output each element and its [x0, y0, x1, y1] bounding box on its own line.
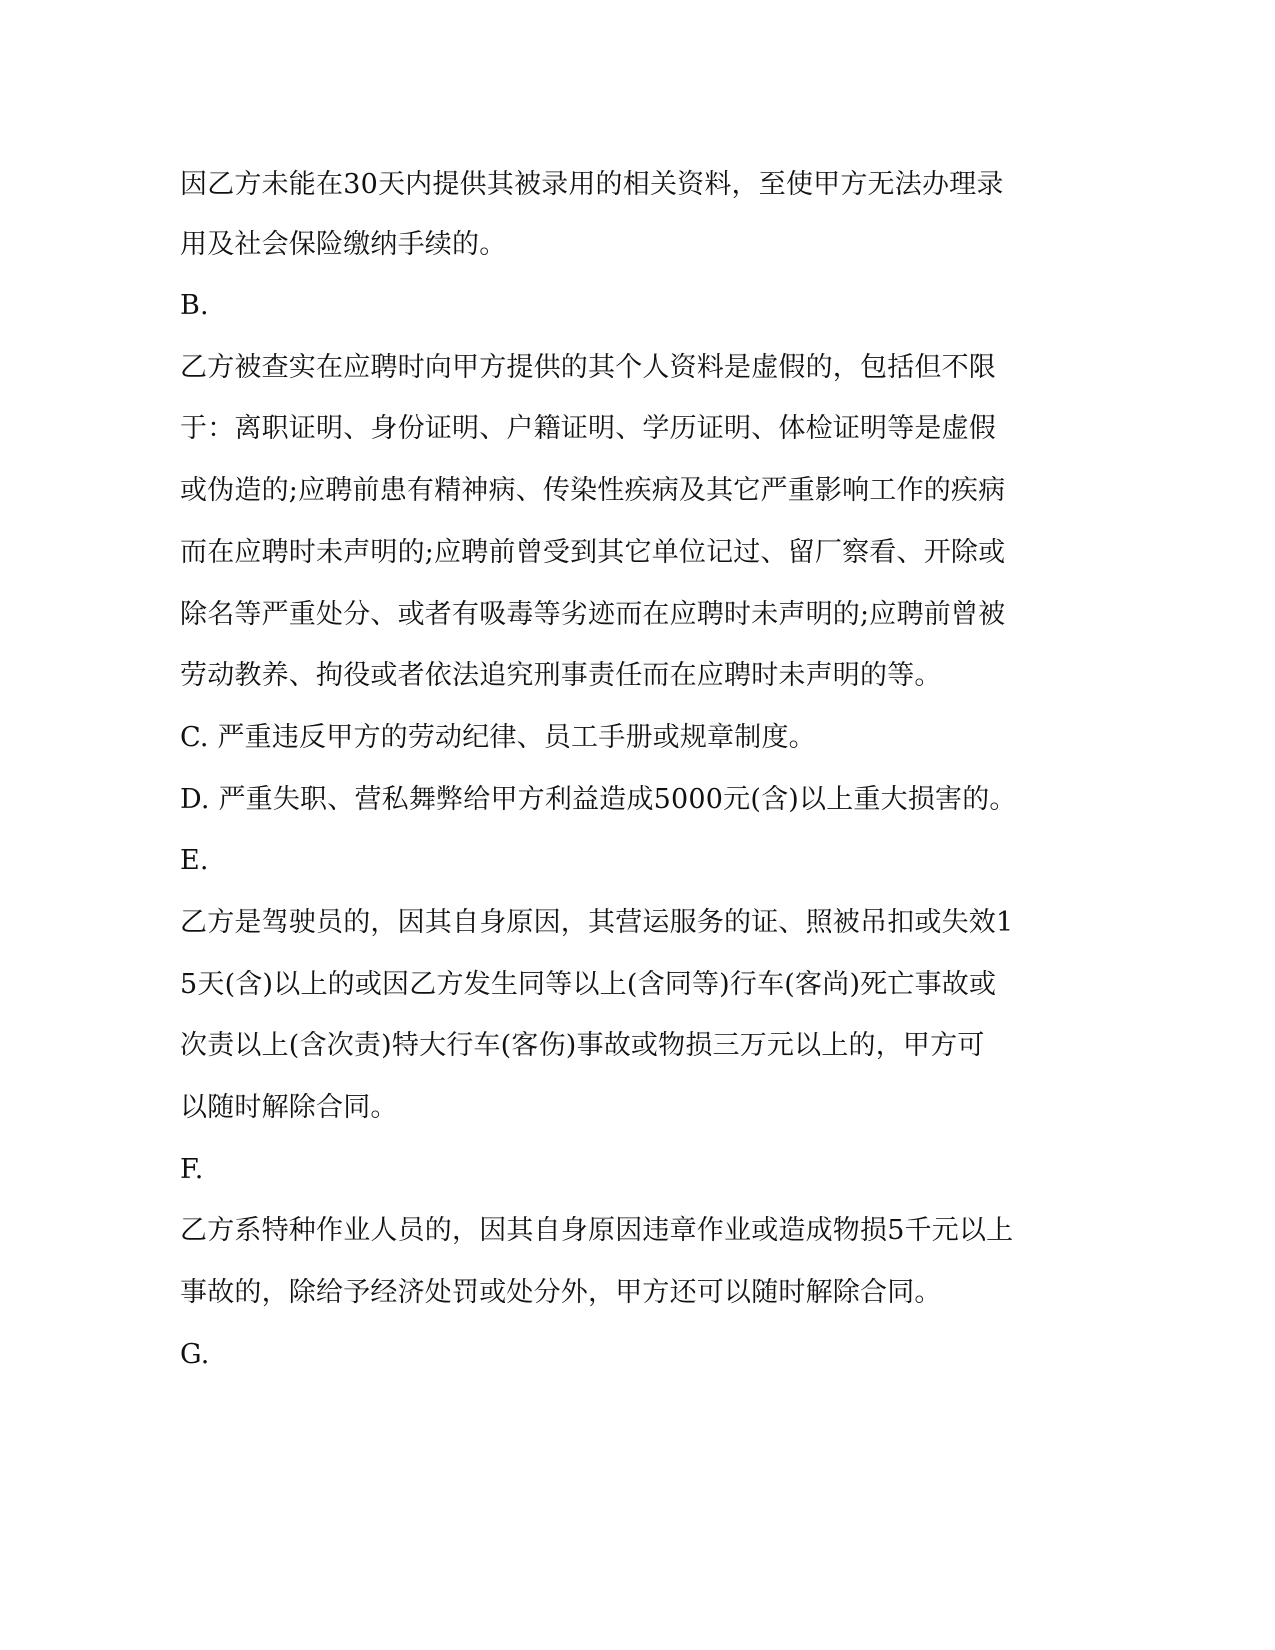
item-label-f: F. — [180, 1154, 204, 1185]
text-line: 乙方被查实在应聘时向甲方提供的其个人资料是虚假的，包括但不限 — [180, 352, 996, 383]
text-line: 用及社会保险缴纳手续的。 — [180, 229, 507, 260]
item-label-b: B. — [180, 290, 209, 321]
text-line: 劳动教养、拘役或者依法追究刑事责任而在应聘时未声明的等。 — [180, 660, 942, 691]
item-d: D. 严重失职、营私舞弊给甲方利益造成5000元(含)以上重大损害的。 — [180, 784, 1017, 815]
item-c: C. 严重违反甲方的劳动纪律、员工手册或规章制度。 — [180, 722, 816, 753]
item-label-e: E. — [180, 845, 209, 876]
text-line: 而在应聘时未声明的;应聘前曾受到其它单位记过、留厂察看、开除或 — [180, 537, 1006, 568]
text-line: 次责以上(含次责)特大行车(客伤)事故或物损三万元以上的，甲方可 — [180, 1030, 985, 1061]
item-label-g: G. — [180, 1339, 210, 1370]
text-line: 或伪造的;应聘前患有精神病、传染性疾病及其它严重影响工作的疾病 — [180, 475, 1006, 506]
text-line: 以随时解除合同。 — [180, 1092, 398, 1123]
text-line: 乙方是驾驶员的，因其自身原因，其营运服务的证、照被吊扣或失效1 — [180, 907, 1014, 938]
text-line: 除名等严重处分、或者有吸毒等劣迹而在应聘时未声明的;应聘前曾被 — [180, 599, 1006, 630]
text-line: 乙方系特种作业人员的，因其自身原因违章作业或造成物损5千元以上 — [180, 1215, 1014, 1246]
text-line: 5天(含)以上的或因乙方发生同等以上(含同等)行车(客尚)死亡事故或 — [180, 969, 997, 1000]
text-line: 因乙方未能在30天内提供其被录用的相关资料，至使甲方无法办理录 — [180, 169, 1004, 200]
text-line: 事故的，除给予经济处罚或处分外，甲方还可以随时解除合同。 — [180, 1277, 942, 1308]
text-line: 于：离职证明、身份证明、户籍证明、学历证明、体检证明等是虚假 — [180, 413, 996, 444]
